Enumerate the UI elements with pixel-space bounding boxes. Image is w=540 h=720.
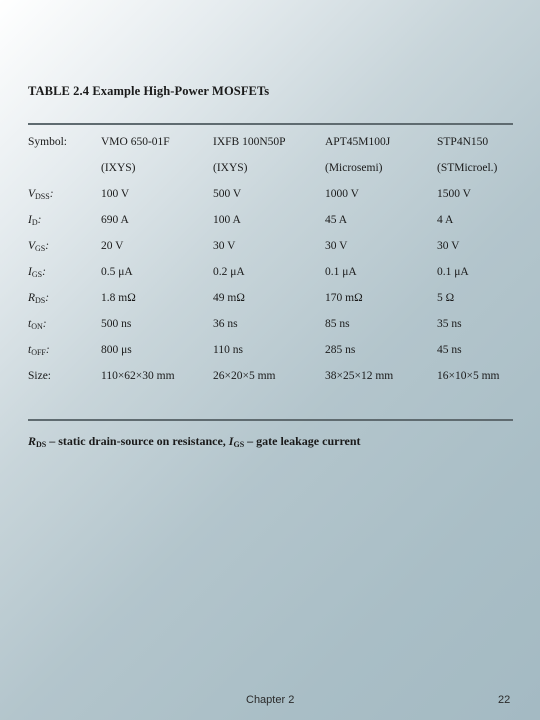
table-cell: 26×20×5 mm <box>213 370 276 382</box>
table-cell: 100 A <box>213 214 241 226</box>
table-cell: 4 A <box>437 214 454 226</box>
table-cell: 30 V <box>325 240 348 252</box>
table-cell: 49 mΩ <box>213 292 245 304</box>
table-cell: 30 V <box>213 240 236 252</box>
maker-name: (STMicroel.) <box>437 162 498 174</box>
table-cell: 800 μs <box>101 344 132 356</box>
footnote-text: – gate leakage current <box>244 434 361 448</box>
footnote-text: – static drain-source on resistance, <box>46 434 229 448</box>
row-symbol: $I_{GS}$: <box>28 266 46 279</box>
header-row-models <box>28 136 513 162</box>
row-symbol: $R_{DS}$: <box>28 292 50 305</box>
table-cell: 45 ns <box>437 344 462 356</box>
row-symbol: $t_{ON}$: <box>28 318 47 331</box>
table-cell: 500 V <box>213 188 242 200</box>
maker-name: (Microsemi) <box>325 162 383 174</box>
header-label: Symbol: <box>28 136 67 148</box>
table-cell: 110 ns <box>213 344 243 356</box>
table-cell: 30 V <box>437 240 460 252</box>
model-name: IXFB 100N50P <box>213 136 286 148</box>
model-name: STP4N150 <box>437 136 489 148</box>
row-symbol: $I_D$: <box>28 214 42 227</box>
table-cell: 5 Ω <box>437 292 455 304</box>
table-title: TABLE 2.4 Example High-Power MOSFETs <box>28 84 270 98</box>
page-number: 22 <box>498 694 511 706</box>
table-cell: 500 ns <box>101 318 132 330</box>
table-row-size <box>28 370 513 396</box>
table-footnote <box>28 434 361 449</box>
table-cell: 170 mΩ <box>325 292 363 304</box>
header-row-makers <box>28 162 513 188</box>
table-row <box>28 266 513 292</box>
footnote-symbol: $I_{GS}$ <box>228 434 245 449</box>
table-bottom-rule <box>28 419 513 421</box>
row-symbol: $V_{GS}$: <box>28 240 50 253</box>
table-top-rule <box>28 123 513 125</box>
footer-chapter: Chapter 2 <box>246 694 295 706</box>
table-row <box>28 214 513 240</box>
table-cell: 36 ns <box>213 318 238 330</box>
table-row <box>28 292 513 318</box>
table-cell: 1500 V <box>437 188 471 200</box>
table-cell: 0.5 μA <box>101 266 133 278</box>
table-cell: 1000 V <box>325 188 359 200</box>
maker-name: (IXYS) <box>213 162 248 174</box>
table-cell: 0.1 μA <box>325 266 357 278</box>
row-label: Size: <box>28 370 51 382</box>
model-name: APT45M100J <box>325 136 391 148</box>
table-cell: 100 V <box>101 188 130 200</box>
table-cell: 285 ns <box>325 344 356 356</box>
table-cell: 110×62×30 mm <box>101 370 175 382</box>
footnote-symbol: $R_{DS}$ <box>28 434 47 449</box>
row-symbol: $V_{DSS}$: <box>28 188 54 201</box>
table-row <box>28 344 513 370</box>
model-name: VMO 650-01F <box>101 136 170 148</box>
table-cell: 45 A <box>325 214 348 226</box>
table-cell: 16×10×5 mm <box>437 370 500 382</box>
table-row <box>28 318 513 344</box>
table-cell: 85 ns <box>325 318 350 330</box>
table-row <box>28 240 513 266</box>
table-cell: 1.8 mΩ <box>101 292 136 304</box>
table-row <box>28 188 513 214</box>
row-symbol: $t_{OFF}$: <box>28 344 50 357</box>
table-cell: 0.1 μA <box>437 266 469 278</box>
table-cell: 690 A <box>101 214 129 226</box>
table-cell: 20 V <box>101 240 124 252</box>
table-cell: 35 ns <box>437 318 462 330</box>
maker-name: (IXYS) <box>101 162 136 174</box>
mosfet-table <box>28 136 513 396</box>
table-cell: 0.2 μA <box>213 266 245 278</box>
table-cell: 38×25×12 mm <box>325 370 394 382</box>
